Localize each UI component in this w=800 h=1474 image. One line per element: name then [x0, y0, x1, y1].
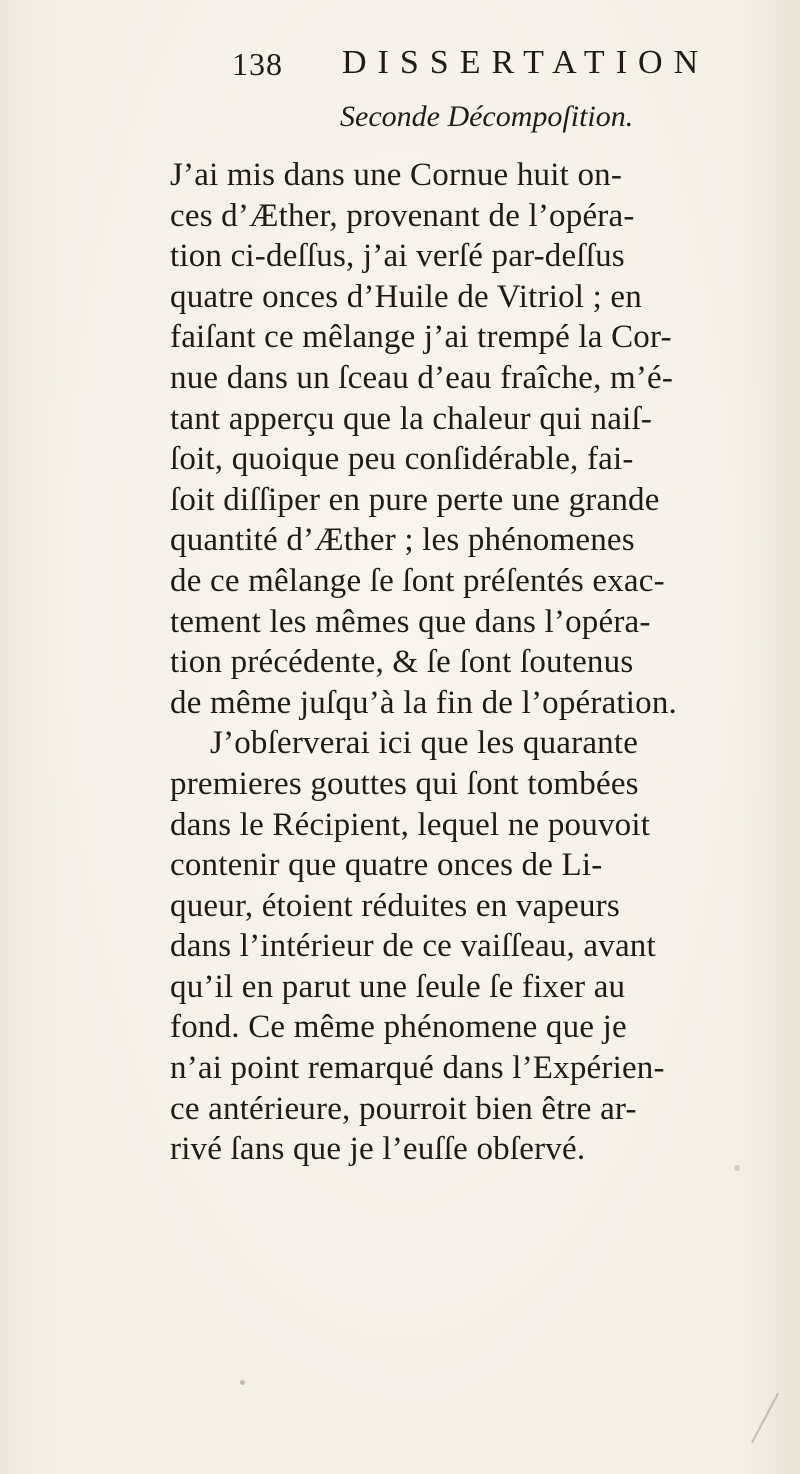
page-number: 138: [232, 46, 283, 82]
text-line: de ce mêlange ſe ſont préſentés exac-: [170, 562, 665, 599]
text-line: nue dans un ſceau d’eau fraîche, m’é-: [170, 359, 674, 396]
text-line: rivé ſans que je l’euſſe obſervé.: [170, 1131, 586, 1168]
ink-dot: [240, 1380, 245, 1385]
text-line: tant apperçu que la chaleur qui naiſ-: [170, 400, 653, 437]
text-line: contenir que quatre onces de Li-: [170, 847, 603, 884]
text-line: tion ci-deſſus, j’ai verſé par-deſſus: [170, 238, 625, 275]
text-line: premieres gouttes qui ſont tombées: [170, 765, 639, 802]
text-line: fond. Ce même phénomene que je: [170, 1009, 627, 1046]
text-line: de même juſqu’à la fin de l’opération.: [170, 684, 677, 721]
text-line: ſoit diſſiper en pure perte une grande: [170, 481, 660, 518]
text-line: J’obſerverai ici que les quarante: [210, 725, 639, 762]
text-line: ces d’Æther, provenant de l’opéra-: [170, 197, 635, 234]
text-line: quatre onces d’Huile de Vitriol ; en: [170, 278, 642, 315]
text-line: ce antérieure, pourroit bien être ar-: [170, 1090, 637, 1127]
paper-spot: [734, 1165, 740, 1171]
text-line: dans l’intérieur de ce vaiſſeau, avant: [170, 928, 656, 965]
text-line: dans le Récipient, lequel ne pouvoit: [170, 806, 651, 843]
text-line: quantité d’Æther ; les phénomenes: [170, 522, 635, 559]
section-title: Seconde Décompoſition.: [340, 100, 634, 133]
text-line: J’ai mis dans une Cornue huit on-: [170, 157, 623, 193]
pencil-stroke: [751, 1393, 779, 1443]
text-line: queur, étoient réduites en vapeurs: [170, 887, 620, 924]
text-line: tement les mêmes que dans l’opéra-: [170, 603, 651, 640]
text-line: faiſant ce mêlange j’ai trempé la Cor-: [170, 319, 672, 356]
running-title: DISSERTATION: [342, 44, 710, 81]
text-line: qu’il en parut une ſeule ſe fixer au: [170, 968, 626, 1005]
text-line: ſoit, quoique peu conſidérable, fai-: [170, 441, 634, 478]
text-line: n’ai point remarqué dans l’Expérien-: [170, 1050, 665, 1087]
page-header: [232, 40, 752, 90]
body-text: [170, 155, 800, 1170]
text-line: tion précédente, & ſe ſont ſoutenus: [170, 644, 634, 681]
